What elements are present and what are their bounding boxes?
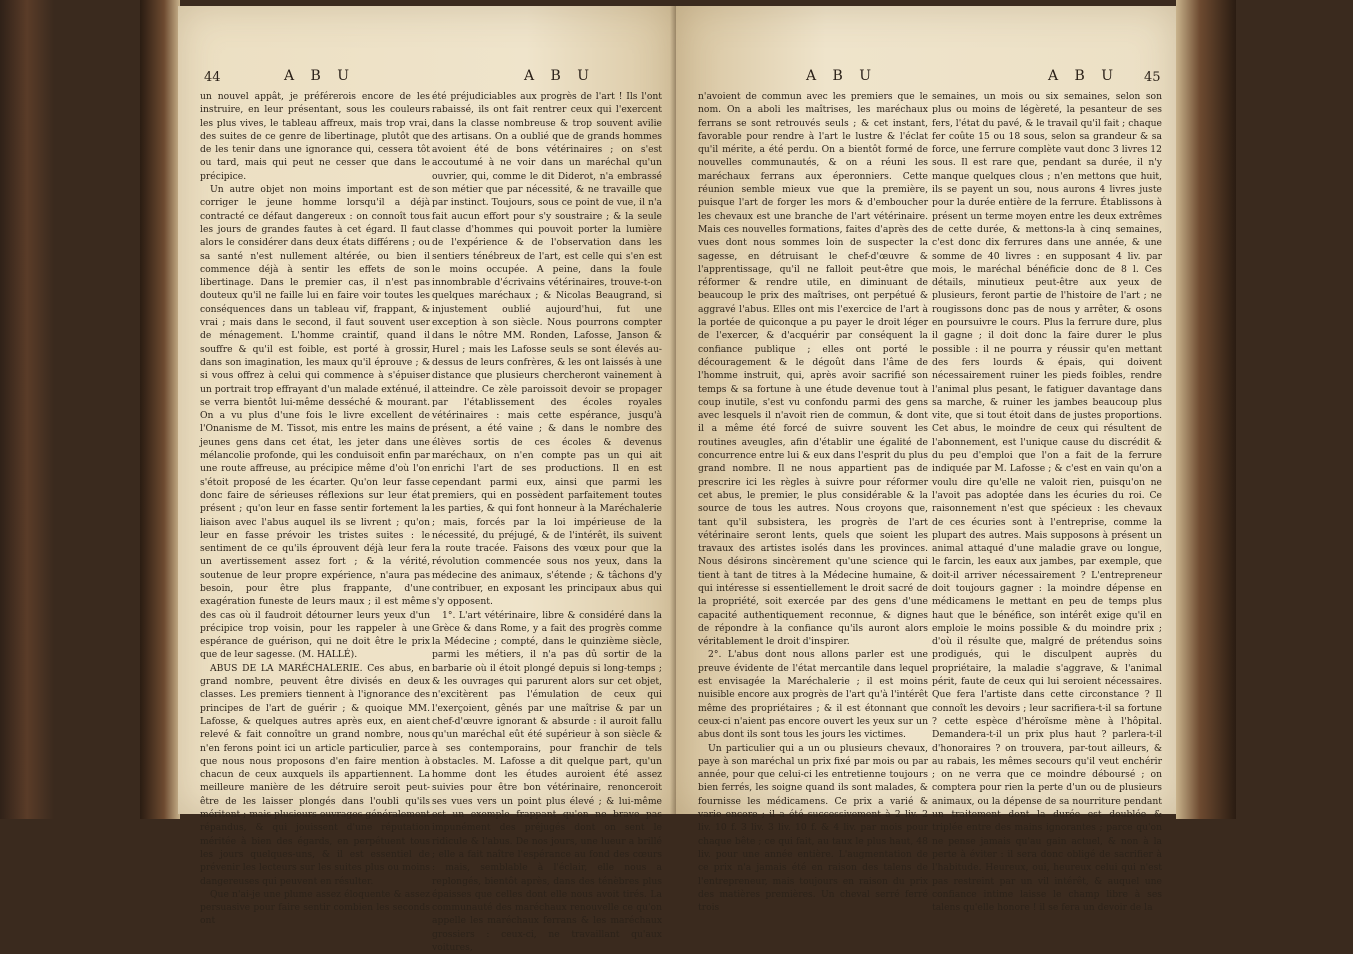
paragraph: Que n'ai-je une plume assez éloquente & assez persuasive pour faire sentir combien les seconds ont <box>200 888 430 927</box>
paragraph: 2°. L'abus dont nous allons parler est une preuve évidente de l'état mercantile dans lequel est envisagée la Maréchalerie ; il est moins nuisible encore aux progrès de l'art qu'à l'intérêt même des propriétaires ; & il est étonnant que ceux-ci n'aient pas encore ouvert les yeux sur un abus dont ils sont tous les jours les victimes. <box>698 649 928 741</box>
paragraph: 1°. L'art vétérinaire, libre & considéré dans la Grèce & dans Rome, y a fait des progrès comme la Médecine ; compté, dans le quinzième siècle, parmi les métiers, il n'a pas dû sortir de la barbarie où il étoit plongé depuis si long-temps ; & les ouvrages qui parurent alors sur cet objet, n'excitèrent pas l'émulation de ceux qui l'exerçoient, gênés par une maîtrise & par un chef-d'œuvre ignorant & absurde : il auroit fallu qu'un maréchal eût été supérieur à son siècle & à ses contemporains, pour franchir de tels obstacles. M. Lafosse a dit quelque part, qu'un homme dont les études auroient été assez suivies pour être bon vétérinaire, renonceroit ses vues vers un point plus élevé ; & lui-même est un exemple frappant qu'on ne brave pas impunément des préjugés dont on sent le ridicule & l'abus. De nos jours, une lueur a brillé ; elle a fait naître l'espérance au fond des cœurs : mais, semblable à l'éclair, elle nous a replongés, bientôt après, dans des ténèbres plus épaisses que celles dont elle nous avoit tirés. La communauté des maréchaux renouvelle ce qu'on appelle les maréchaux ferrans & les maréchaux grossiers : ceux-ci, ne travaillant qu'aux voitures, <box>432 609 662 953</box>
left-page-column-2 <box>432 90 662 953</box>
paragraph: Un particulier qui a un ou plusieurs chevaux, paye à son maréchal un prix fixé par mois ou par année, pour que celui-ci les entretienne toujours bien ferrés, les soigne quand ils sont malades, & fournisse les médicamens. Ce prix a varié & varie encore ; il a été successivement à 2 liv. 2 liv. 10 f. 3 liv. 3 liv. 10 f. & 4 liv. par mois pour chaque bête ; ce qui fait, au taux le plus haut, 48 liv. pour une année entière. L'augmentation de ce prix n'a jamais été en raison des talens de l'entrepreneur, mais toujours en raison du prix des matières premières. Un cheval serré ferré trois <box>698 742 928 914</box>
right-page-edges <box>1176 0 1236 819</box>
page-number-left: 44 <box>204 70 221 85</box>
running-head-left-inner: A B U <box>524 68 596 84</box>
right-page-column-2 <box>932 90 1162 914</box>
right-page-column-1 <box>698 90 928 914</box>
left-page-edges <box>140 0 180 819</box>
running-head-right-outer: A B U <box>1048 68 1120 84</box>
paragraph: Un autre objet non moins important est de corriger le jeune homme lorsqu'il a déjà contracté ce défaut dangereux : on connoît tous les jours de grandes fautes à cet égard. Il faut alors le considérer dans deux états différens ; ou sa santé n'est nullement altérée, ou bien il commence déjà à sentir les effets de son libertinage. Dans le premier cas, il n'est pas douteux qu'il ne faille lui en faire voir toutes les conséquences dans un tableau vif, frappant, & vrai ; mais dans le second, il faut souvent user de ménagement. L'homme craintif, quand il souffre & qu'il est foible, est porté à grossir, dans son imagination, les maux qu'il éprouve ; & si vous offrez à celui qui commence à s'épuiser un portrait trop effrayant d'un malade exténué, il se verra bientôt lui-même desséché & mourant. On a vu plus d'une fois le livre excellent de l'Onanisme de M. Tissot, mis entre les mains de jeunes gens dans cet état, les jeter dans une mélancolie profonde, qui les conduisoit enfin par une route affreuse, au précipice même d'où l'on s'étoit proposé de les écarter. Qu'on leur fasse donc faire de sérieuses réflexions sur leur état présent ; qu'on leur en fasse sentir fortement la liaison avec l'abus auquel ils se livrent ; qu'on leur en fasse prévoir les tristes suites : le sentiment de ce qu'ils éprouvent déjà leur fera un avertissement assez fort ; & la vérité, soutenue de leur propre expérience, n'aura pas besoin, pour être plus frappante, d'une exagération funeste de leurs maux ; il est même des cas où il faudroit détourner leurs yeux d'un précipice trop voisin, pour les rappeler à une espérance de guérison, qui ne doit être le prix que de leur sagesse. (M. HALLÉ). <box>200 184 430 661</box>
paragraph: ABUS DE LA MARÉCHALERIE. Ces abus, en grand nombre, peuvent être divisés en deux classes. Les premiers tiennent à l'ignorance des principes de l'art de guérir ; & quoique MM. Lafosse, & quelques autres après eux, en aient relevé & fait connoître un grand nombre, nous n'en ferons point ici un article particulier, parce que nous nous proposons d'en faire mention à chacun de ceux auxquels ils appartiennent. La meilleure manière de les détruire seroit peut-être de les laisser plongés dans l'oubli qu'ils méritent ; mais plusieurs ouvrages généralement répandus, & qui jouissent d'une réputation méritée à bien des égards, en perpétuent tous les jours quelques-uns, & il est essentiel de prévenir les lecteurs sur les suites plus ou moins dangereuses qui peuvent en résulter. <box>200 662 430 887</box>
page-number-right: 45 <box>1144 70 1161 85</box>
running-head-left-outer: A B U <box>284 68 356 84</box>
paragraph: n'avoient de commun avec les premiers que le nom. On a aboli les maîtrises, les maréchaux ferrans se sont retrouvés seuls ; & cet instant, favorable pour rendre à l'art le lustre & l'éclat qu'il mérite, a été perdu. On a bientôt formé de nouvelles communautés, & on a réuni les maréchaux ferrans aux éperonniers. Cette réunion semble mieux vue que la première, puisque l'art de forger les mors & d'emboucher les chevaux est une branche de l'art vétérinaire. Mais ces nouvelles formations, faites d'après des vues dont nous sommes loin de suspecter la sagesse, en détruisant le chef-d'œuvre & l'apprentissage, qu'il ne falloit peut-être que réformer & rendre utile, en diminuant de beaucoup le prix des maîtrises, ont perpétué & aggravé l'abus. Elles ont mis l'exercice de l'art à la portée de quiconque a pu payer le droit léger de l'exercer, & d'acquérir par conséquent la confiance publique ; elles ont porté le découragement & le dégoût dans l'âme de l'homme instruit, qui, après avoir sacrifié son temps & sa fortune à une étude devenue tout à coup inutile, s'est vu confondu parmi des gens avec lesquels il n'avoit rien de commun, & dont il a même été forcé de suivre souvent les routines aveugles, afin d'établir une égalité de concurrence entre lui & eux dans l'esprit du plus grand nombre. Il ne nous appartient pas de prescrire ici les règles à suivre pour réformer cet abus, le premier, le plus considérable & la source de tous les autres. Nous croyons que, tant qu'il subsistera, les progrès de l'art vétérinaire seront lents, quels que soient les travaux des artistes isolés dans les provinces. Nous désirons sincèrement qu'une science qui tient à tant de titres à la Médecine humaine, & qui intéresse si essentiellement le droit sacré de la propriété, soit exercée par des gens d'une capacité authentiquement reconnue, & dignes de répondre à la confiance qu'ils auront alors véritablement le droit d'inspirer. <box>698 91 928 648</box>
paragraph: semaines, un mois ou six semaines, selon son plus ou moins de légèreté, la pesanteur de ses fers, l'état du pavé, & le travail qu'il fait ; chaque fer coûte 15 ou 18 sous, selon sa grandeur & sa force, une ferrure complète vaut donc 3 livres 12 sous. Il est rare que, pendant sa durée, il n'y manque quelques clous ; n'en mettons que huit, ils se payent un sou, nous aurons 4 livres juste pour la durée entière de la ferrure. Établissons à présent un terme moyen entre les deux extrêmes de cette durée, & mettons-la à cinq semaines, c'est donc dix ferrures dans une année, & une somme de 40 livres : en supposant 4 liv. par mois, le maréchal bénéficie donc de 8 l. Ces détails, minutieux peut-être aux yeux de plusieurs, feront partie de l'histoire de l'art ; ne rougissons donc pas de nous y arrêter, & osons en poursuivre le cours. Plus la ferrure dure, plus il gagne ; il doit donc la faire durer le plus possible : il ne pourra y réussir qu'en mettant des fers lourds & épais, qui doivent nécessairement ruiner les pieds foibles, rendre l'animal plus pesant, le fatiguer davantage dans sa marche, & ruiner les jambes beaucoup plus vite, que si tout étoit dans de justes proportions. Cet abus, le moindre de ceux qui résultent de l'abonnement, est l'unique cause du discrédit & du peu d'emploi que l'on a fait de la ferrure indiquée par M. Lafosse ; & c'est en vain qu'on a voulu dire qu'elle ne valoit rien, puisqu'on ne l'avoit pas adoptée dans les écuries du roi. Ce raisonnement n'est que spécieux : les chevaux de ces écuries sont à l'entreprise, comme la plupart des autres. Mais supposons à présent un animal attaqué d'une maladie grave ou longue, le farcin, les eaux aux jambes, par exemple, que doit-il arriver nécessairement ? L'entrepreneur doit toujours gagner : la moindre dépense en médicamens le mettant en peu de temps plus haut que le bénéfice, son intérêt exige qu'il en emploie le moins possible & du moindre prix ; d'où il résulte que, malgré de prétendus soins prodigués, qui le disculpent auprès du propriétaire, la maladie s'aggrave, & l'animal périt, faute de ceux qui lui seroient nécessaires. Que fera l'artiste dans cette circonstance ? Il connoît les devoirs ; leur sacrifiera-t-il sa fortune ? cette espèce d'héroïsme mène à l'hôpital. Demandera-t-il un prix plus haut ? parlera-t-il d'honoraires ? on trouvera, par-tout ailleurs, & au rabais, les mêmes secours qu'il veut enchérir ; on ne verra que ce moindre déboursé ; on comptera pour rien la perte d'un ou de plusieurs animaux, ou la dépense de sa nourriture pendant un traitement dont la durée est doublée & triplée entre des mains ignorantes ; parce qu'on ne pense jamais qu'au gain actuel, & non à la perte à éviter : il sera donc obligé de sacrifier à l'habitude. Heureux, oui, heureux celui qui n'est pas restreint par un vil intérêt, & auquel une confiance intime laisse le champ libre à ses talens qu'elle honore ! il se fera un devoir de la <box>932 91 1162 914</box>
right-page <box>676 6 1176 914</box>
running-head-right-inner: A B U <box>806 68 878 84</box>
left-page <box>178 6 676 953</box>
paragraph: été préjudiciables aux progrès de l'art ! Ils l'ont rabaissé, ils ont fait rentrer ceux qui l'exercent dans la classe nombreuse & trop souvent avilie des artisans. On a oublié que de grands hommes avoient été de bons vétérinaires ; on s'est accoutumé à ne voir dans un maréchal qu'un ouvrier, qui, comme le dit Diderot, n'a embrassé son métier que par nécessité, & ne travaille que par instinct. Toujours, sous ce point de vue, il n'a fait aucun effort pour s'y soustraire ; & la seule classe d'hommes qui pouvoit porter la lumière de l'expérience & de l'observation dans les sentiers ténébreux de l'art, est celle qui s'en est le moins occupée. A peine, dans la foule innombrable d'écrivains vétérinaires, trouve-t-on quelques maréchaux ; & Nicolas Beaugrand, si injustement oublié aujourd'hui, fut une exception à son siècle. Nous pourrons compter dans le nôtre MM. Ronden, Lafosse, Janson & Hurel ; mais les Lafosse seuls se sont élevés au-dessus de leurs confrères, & les ont laissés à une distance que plusieurs chercheront vainement à atteindre. Ce zèle paroissoit devoir se propager par l'établissement des écoles royales vétérinaires : mais cette espérance, jusqu'à présent, a été vaine ; & dans le nombre des élèves sortis de ces écoles & devenus maréchaux, on n'en compte pas un qui ait enrichi l'art de ses productions. Il en est cependant parmi eux, ainsi que parmi les premiers, qui en possèdent parfaitement toutes les parties, & qui font honneur à la Maréchalerie ; mais, forcés par la loi impérieuse de la nécessité, du préjugé, & de l'intérêt, ils suivent la route tracée. Faisons des vœux pour que la révolution commencée sous nos yeux, dans la médecine des animaux, s'étende ; & tâchons d'y contribuer, en exposant les principaux abus qui s'y opposent. <box>432 91 662 608</box>
paragraph: un nouvel appât, je préférerois encore de les instruire, en leur présentant, sous les couleurs les plus vives, le tableau affreux, mais trop vrai, des suites de ce genre de libertinage, plutôt que de les tenir dans une ignorance qui, cessera tôt ou tard, mais qui peut ne cesser que dans le précipice. <box>200 91 430 182</box>
left-page-column-1 <box>200 90 430 927</box>
